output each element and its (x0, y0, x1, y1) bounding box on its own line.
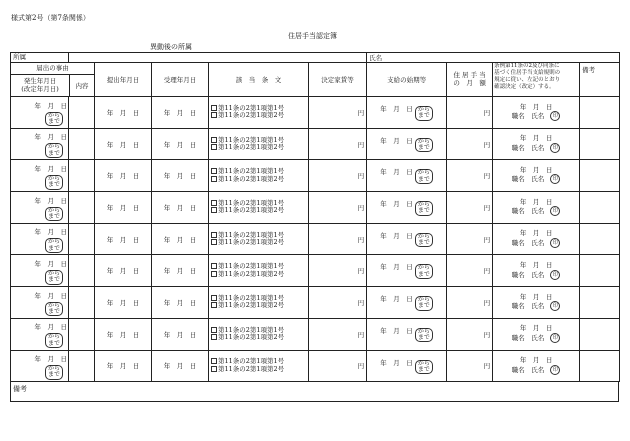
table-row (11, 160, 620, 192)
content-cell[interactable] (69, 350, 95, 382)
until-text: まで (47, 307, 60, 315)
allowance-amount-cell[interactable]: 円 (447, 192, 493, 224)
reason-header (11, 63, 95, 97)
allowance-amount-cell[interactable]: 円 (447, 255, 493, 287)
payment-start-cell[interactable] (367, 287, 447, 319)
checkbox[interactable] (211, 366, 217, 372)
date-text: 年 月 日 (380, 231, 413, 240)
position-name-text: 職名 氏名 (511, 270, 545, 279)
from-until-bracket (45, 207, 63, 222)
remarks-cell[interactable] (580, 192, 620, 224)
date-text: 年 月 日 (519, 102, 553, 111)
position-name-text: 職名 氏名 (511, 302, 545, 311)
allowance-register-table (10, 52, 620, 382)
receipt-date-cell[interactable]: 年 月 日 (152, 97, 209, 129)
revision-date-label: (改定年月日) (21, 84, 59, 93)
checkbox[interactable] (211, 144, 217, 150)
table-row (11, 287, 620, 319)
affiliation-row (11, 53, 620, 63)
until-text: まで (47, 276, 60, 284)
remarks-cell[interactable] (580, 97, 620, 129)
allowance-label-1: 住 居 手 当 (453, 71, 486, 80)
position-name-text: 職名 氏名 (511, 143, 545, 152)
allowance-amount-cell[interactable]: 円 (447, 128, 493, 160)
receipt-date-cell[interactable]: 年 月 日 (152, 350, 209, 382)
occurrence-date-cell[interactable] (11, 255, 69, 287)
approved-rent-cell[interactable]: 円 (309, 223, 367, 255)
reason-label: 届出の事由 (11, 63, 94, 75)
article-option: 第11条の2第1項第2号 (218, 269, 285, 278)
date-text: 年 月 日 (519, 356, 553, 365)
article-option: 第11条の2第1項第2号 (218, 174, 285, 183)
page-title: 住居手当認定簿 (288, 32, 337, 40)
allowance-amount-cell[interactable]: 円 (447, 223, 493, 255)
until-text: まで (417, 302, 430, 310)
date-text: 年 月 日 (34, 323, 67, 332)
until-text: まで (417, 239, 430, 247)
seal-icon: 印 (550, 270, 560, 280)
checkbox[interactable] (211, 358, 217, 364)
transfer-affiliation-label: 異動後の所属 (150, 43, 192, 51)
article-option: 第11条の2第1項第2号 (218, 111, 285, 120)
until-text: まで (47, 339, 60, 347)
position-name-text: 職名 氏名 (511, 365, 545, 374)
article-option: 第11条の2第1項第1号 (218, 198, 285, 207)
from-until-bracket (415, 233, 433, 248)
seal-icon: 印 (550, 111, 560, 121)
content-cell[interactable] (69, 128, 95, 160)
checkbox[interactable] (211, 334, 217, 340)
remarks-cell[interactable] (580, 255, 620, 287)
receipt-date-cell[interactable]: 年 月 日 (152, 128, 209, 160)
submission-date-cell[interactable]: 年 月 日 (95, 350, 152, 382)
from-text: から (417, 264, 430, 272)
receipt-date-cell[interactable]: 年 月 日 (152, 255, 209, 287)
checkbox[interactable] (211, 232, 217, 238)
from-text: から (417, 327, 430, 335)
approved-rent-cell[interactable]: 円 (309, 128, 367, 160)
from-text: から (47, 333, 60, 341)
until-text: まで (417, 207, 430, 215)
from-text: から (47, 143, 60, 151)
content-cell[interactable] (69, 97, 95, 129)
date-text: 年 月 日 (380, 326, 413, 335)
occurrence-date-cell[interactable] (11, 97, 69, 129)
checkbox[interactable] (211, 295, 217, 301)
checkbox[interactable] (211, 168, 217, 174)
approved-rent-header: 決定家賃等 (309, 63, 367, 97)
payment-start-cell[interactable] (367, 160, 447, 192)
submission-date-cell[interactable]: 年 月 日 (95, 192, 152, 224)
position-name-text: 職名 氏名 (511, 238, 545, 247)
article-option: 第11条の2第1項第2号 (218, 301, 285, 310)
footer-remarks-label: 備考 (13, 385, 27, 393)
from-text: から (417, 232, 430, 240)
from-until-bracket (415, 201, 433, 216)
confirmation-cell[interactable] (493, 160, 580, 192)
date-text: 年 月 日 (519, 261, 553, 270)
date-text: 年 月 日 (34, 228, 67, 237)
remarks-cell[interactable] (580, 318, 620, 350)
from-until-bracket (45, 238, 63, 253)
payment-start-cell[interactable] (367, 223, 447, 255)
confirmation-line: 条例第11条の2及び同条に (494, 63, 560, 69)
seal-icon: 印 (550, 238, 560, 248)
date-text: 年 月 日 (380, 105, 413, 114)
allowance-header (447, 63, 493, 97)
allowance-amount-cell[interactable]: 円 (447, 160, 493, 192)
confirmation-cell[interactable] (493, 97, 580, 129)
payment-start-cell[interactable] (367, 192, 447, 224)
remarks-cell[interactable] (580, 128, 620, 160)
remarks-cell[interactable] (580, 350, 620, 382)
receipt-date-cell[interactable]: 年 月 日 (152, 318, 209, 350)
until-text: まで (47, 181, 60, 189)
submission-date-cell[interactable]: 年 月 日 (95, 128, 152, 160)
article-option: 第11条の2第1項第1号 (218, 262, 285, 271)
from-text: から (47, 206, 60, 214)
date-text: 年 月 日 (380, 295, 413, 304)
submission-date-cell[interactable]: 年 月 日 (95, 160, 152, 192)
table-row (11, 350, 620, 382)
affiliation-label: 所属 (13, 52, 27, 61)
receipt-date-cell[interactable]: 年 月 日 (152, 192, 209, 224)
allowance-amount-cell[interactable]: 円 (447, 97, 493, 129)
date-text: 年 月 日 (519, 165, 553, 174)
occurrence-date-cell[interactable] (11, 350, 69, 382)
checkbox[interactable] (211, 302, 217, 308)
from-text: から (47, 301, 60, 309)
article-option: 第11条の2第1項第1号 (218, 325, 285, 334)
payment-start-cell[interactable] (367, 318, 447, 350)
allowance-amount-cell[interactable]: 円 (447, 287, 493, 319)
from-text: から (417, 296, 430, 304)
article-option: 第11条の2第1項第2号 (218, 238, 285, 247)
date-text: 年 月 日 (519, 324, 553, 333)
checkbox[interactable] (211, 176, 217, 182)
payment-start-cell[interactable] (367, 255, 447, 287)
from-until-bracket (415, 328, 433, 343)
until-text: まで (417, 175, 430, 183)
submission-date-cell[interactable]: 年 月 日 (95, 97, 152, 129)
until-text: まで (47, 149, 60, 157)
from-text: から (47, 365, 60, 373)
submission-date-header: 提出年月日 (95, 63, 152, 97)
applicable-article-cell[interactable] (209, 318, 309, 350)
table-row (11, 255, 620, 287)
date-text: 年 月 日 (34, 291, 67, 300)
applicable-article-cell[interactable] (209, 287, 309, 319)
from-until-bracket (45, 302, 63, 317)
applicable-article-cell[interactable] (209, 350, 309, 382)
date-text: 年 月 日 (380, 263, 413, 272)
from-until-bracket (45, 365, 63, 380)
article-option: 第11条の2第1項第1号 (218, 167, 285, 176)
name-label: 氏名 (369, 54, 383, 62)
checkbox[interactable] (211, 112, 217, 118)
approved-rent-cell[interactable]: 円 (309, 160, 367, 192)
affiliation-value[interactable] (69, 53, 367, 63)
occurrence-date-cell[interactable] (11, 287, 69, 319)
confirmation-line: 基づく住居手当支給規則の (494, 69, 561, 76)
date-text: 年 月 日 (34, 355, 67, 364)
confirmation-cell[interactable] (493, 318, 580, 350)
position-name-text: 職名 氏名 (511, 333, 545, 342)
date-text: 年 月 日 (34, 101, 67, 110)
date-text: 年 月 日 (519, 134, 553, 143)
applicable-article-header: 該 当 条 文 (209, 63, 309, 97)
table-row (11, 192, 620, 224)
from-text: から (417, 106, 430, 114)
article-option: 第11条の2第1項第2号 (218, 143, 285, 152)
approved-rent-cell[interactable]: 円 (309, 318, 367, 350)
confirmation-line: 確認決定（改定）する。 (494, 83, 555, 90)
applicable-article-cell[interactable] (209, 160, 309, 192)
from-until-bracket (45, 333, 63, 348)
confirmation-cell[interactable] (493, 350, 580, 382)
submission-date-cell[interactable]: 年 月 日 (95, 255, 152, 287)
receipt-date-cell[interactable]: 年 月 日 (152, 223, 209, 255)
article-option: 第11条の2第1項第2号 (218, 206, 285, 215)
article-option: 第11条の2第1項第1号 (218, 294, 285, 302)
receipt-date-cell[interactable]: 年 月 日 (152, 160, 209, 192)
until-text: まで (47, 212, 60, 220)
date-text: 年 月 日 (519, 197, 553, 206)
allowance-label-2: の 月 額 (453, 78, 486, 87)
until-text: まで (417, 365, 430, 373)
payment-start-header: 支給の始期等 (367, 63, 447, 97)
date-text: 年 月 日 (380, 200, 413, 209)
position-name-text: 職名 氏名 (511, 207, 545, 216)
approved-rent-cell[interactable]: 円 (309, 255, 367, 287)
name-cell[interactable] (367, 53, 620, 63)
from-text: から (417, 359, 430, 367)
position-name-text: 職名 氏名 (511, 175, 545, 184)
date-text: 年 月 日 (380, 136, 413, 145)
receipt-date-cell[interactable]: 年 月 日 (152, 287, 209, 319)
payment-start-cell[interactable] (367, 97, 447, 129)
submission-date-cell[interactable]: 年 月 日 (95, 223, 152, 255)
date-text: 年 月 日 (380, 358, 413, 367)
article-option: 第11条の2第1項第1号 (218, 357, 285, 366)
remarks-cell[interactable] (580, 287, 620, 319)
content-cell[interactable] (69, 318, 95, 350)
checkbox[interactable] (211, 239, 217, 245)
from-text: から (417, 137, 430, 145)
until-text: まで (417, 144, 430, 152)
content-cell[interactable] (69, 223, 95, 255)
article-option: 第11条の2第1項第2号 (218, 364, 285, 373)
checkbox[interactable] (211, 137, 217, 143)
from-text: から (47, 238, 60, 246)
approved-rent-cell[interactable]: 円 (309, 97, 367, 129)
seal-icon: 印 (550, 143, 560, 153)
from-until-bracket (415, 169, 433, 184)
from-until-bracket (45, 270, 63, 285)
approved-rent-cell[interactable]: 円 (309, 350, 367, 382)
date-text: 年 月 日 (34, 259, 67, 268)
applicable-article-cell[interactable] (209, 97, 309, 129)
seal-icon: 印 (550, 301, 560, 311)
until-text: まで (417, 270, 430, 278)
seal-icon: 印 (550, 365, 560, 375)
checkbox[interactable] (211, 271, 217, 277)
content-cell[interactable] (69, 255, 95, 287)
until-text: まで (47, 371, 60, 379)
checkbox[interactable] (211, 105, 217, 111)
occurrence-date-cell[interactable] (11, 128, 69, 160)
date-text: 年 月 日 (34, 133, 67, 142)
table-row (11, 318, 620, 350)
table-row (11, 128, 620, 160)
date-text: 年 月 日 (519, 229, 553, 238)
from-text: から (47, 111, 60, 119)
occurrence-date-header (11, 75, 70, 96)
seal-icon: 印 (550, 206, 560, 216)
applicable-article-cell[interactable] (209, 223, 309, 255)
payment-start-cell[interactable] (367, 128, 447, 160)
seal-icon: 印 (550, 174, 560, 184)
date-text: 年 月 日 (519, 292, 553, 301)
from-until-bracket (415, 360, 433, 375)
table-row (11, 223, 620, 255)
article-option: 第11条の2第1項第1号 (218, 135, 285, 144)
until-text: まで (417, 112, 430, 120)
until-text: まで (47, 244, 60, 252)
submission-date-cell[interactable]: 年 月 日 (95, 318, 152, 350)
date-text: 年 月 日 (34, 196, 67, 205)
occurrence-date-label: 発生年月日 (23, 76, 57, 85)
seal-icon: 印 (550, 333, 560, 343)
confirmation-cell[interactable] (493, 192, 580, 224)
from-until-bracket (415, 106, 433, 121)
submission-date-cell[interactable]: 年 月 日 (95, 287, 152, 319)
content-cell[interactable] (69, 192, 95, 224)
position-name-text: 職名 氏名 (511, 112, 545, 121)
occurrence-date-cell[interactable] (11, 160, 69, 192)
confirmation-cell[interactable] (493, 128, 580, 160)
content-label: 内容 (75, 82, 89, 90)
confirmation-line: 規定に従い、左記のとおり (494, 76, 561, 83)
approved-rent-cell[interactable]: 円 (309, 287, 367, 319)
checkbox[interactable] (211, 207, 217, 213)
applicable-article-cell[interactable] (209, 192, 309, 224)
date-text: 年 月 日 (34, 164, 67, 173)
article-option: 第11条の2第1項第1号 (218, 230, 285, 239)
from-until-bracket (415, 264, 433, 279)
affiliation-cell[interactable] (11, 53, 69, 63)
allowance-amount-cell[interactable]: 円 (447, 350, 493, 382)
receipt-date-header: 受理年月日 (152, 63, 209, 97)
until-text: まで (417, 334, 430, 342)
confirmation-header (493, 63, 580, 97)
from-until-bracket (45, 143, 63, 158)
checkbox[interactable] (211, 263, 217, 269)
occurrence-date-cell[interactable] (11, 223, 69, 255)
from-until-bracket (45, 112, 63, 127)
header-row (11, 63, 620, 97)
from-until-bracket (415, 296, 433, 311)
remarks-header: 備考 (580, 63, 620, 97)
from-until-bracket (45, 175, 63, 190)
approved-rent-cell[interactable]: 円 (309, 192, 367, 224)
applicable-article-cell[interactable] (209, 128, 309, 160)
from-until-bracket (415, 138, 433, 153)
date-text: 年 月 日 (380, 168, 413, 177)
from-text: から (47, 174, 60, 182)
from-text: から (417, 201, 430, 209)
content-cell[interactable] (69, 287, 95, 319)
footer-remarks-box[interactable] (10, 382, 619, 402)
occurrence-date-cell[interactable] (11, 318, 69, 350)
applicable-article-cell[interactable] (209, 255, 309, 287)
from-text: から (417, 169, 430, 177)
remarks-cell[interactable] (580, 160, 620, 192)
confirmation-cell[interactable] (493, 255, 580, 287)
checkbox[interactable] (211, 200, 217, 206)
checkbox[interactable] (211, 327, 217, 333)
payment-start-cell[interactable] (367, 350, 447, 382)
article-option: 第11条の2第1項第2号 (218, 333, 285, 342)
content-cell[interactable] (69, 160, 95, 192)
occurrence-date-cell[interactable] (11, 192, 69, 224)
table-row (11, 97, 620, 129)
form-number: 様式第2号（第7条関係） (11, 14, 90, 22)
from-text: から (47, 269, 60, 277)
article-option: 第11条の2第1項第1号 (218, 103, 285, 112)
allowance-amount-cell[interactable]: 円 (447, 318, 493, 350)
confirmation-cell[interactable] (493, 287, 580, 319)
confirmation-cell[interactable] (493, 223, 580, 255)
until-text: まで (47, 117, 60, 125)
remarks-cell[interactable] (580, 223, 620, 255)
